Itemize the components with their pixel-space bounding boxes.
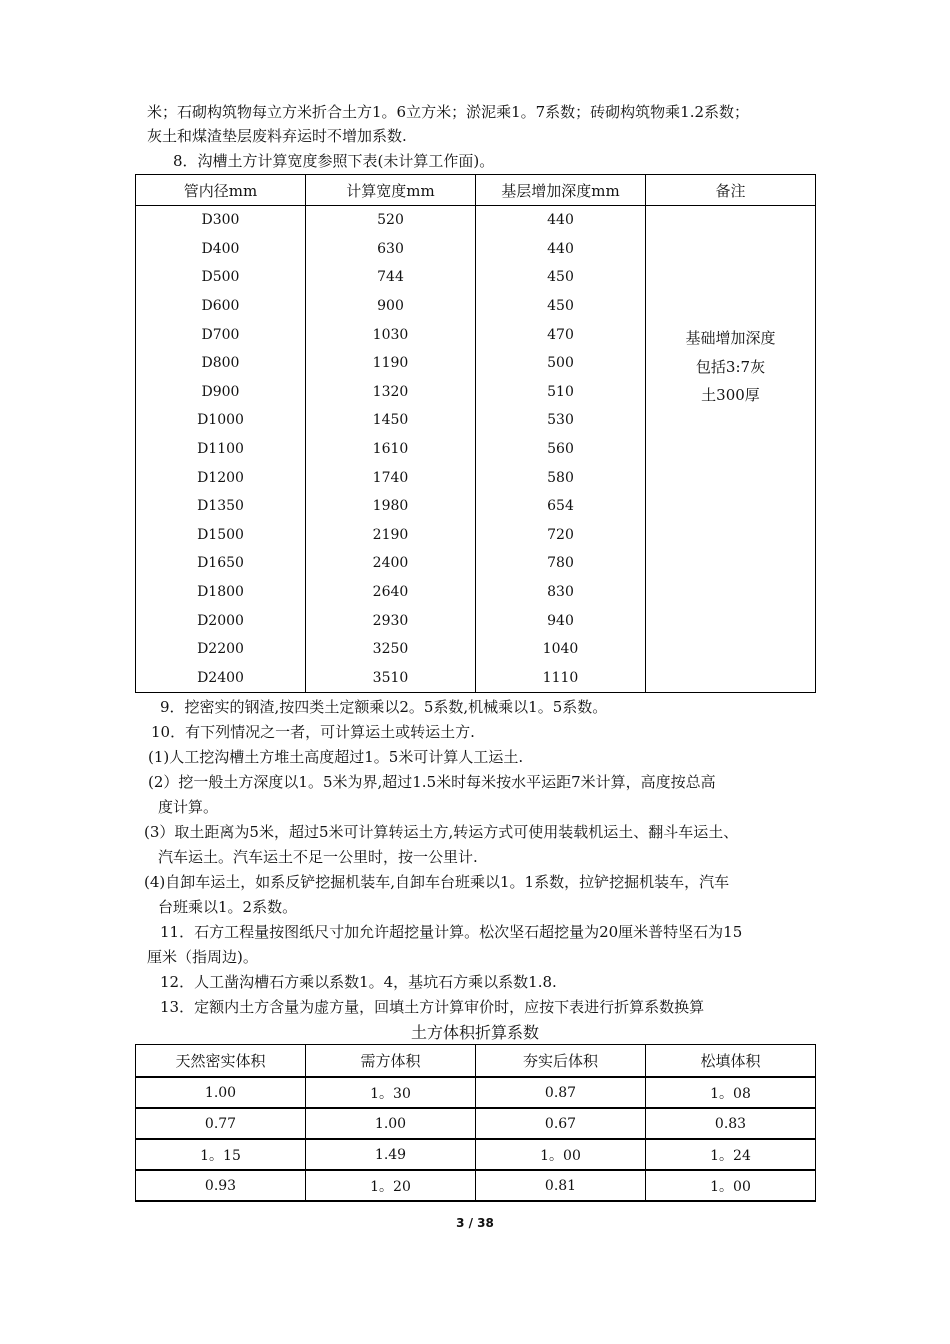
remark-line: 基础增加深度 bbox=[685, 329, 776, 347]
table-row bbox=[136, 1077, 816, 1108]
cell-calc-width: 1030 bbox=[306, 320, 476, 349]
cell-base-depth: 500 bbox=[476, 349, 646, 378]
cell-base-depth: 440 bbox=[476, 206, 646, 235]
table-row bbox=[136, 1139, 816, 1170]
cell-pipe-diameter: D800 bbox=[136, 349, 306, 378]
table-cell: 0.93 bbox=[136, 1170, 306, 1201]
header-calc-width: 计算宽度mm bbox=[306, 175, 476, 206]
cell-calc-width: 2640 bbox=[306, 578, 476, 607]
paragraph-line: 米；石砌构筑物每立方米折合土方1。6立方米；淤泥乘1。7系数；砖砌构筑物乘1.2系数； bbox=[147, 103, 750, 121]
cell-calc-width: 520 bbox=[306, 206, 476, 235]
cell-base-depth: 450 bbox=[476, 292, 646, 321]
cell-base-depth: 1110 bbox=[476, 664, 646, 693]
paragraph-line: 灰土和煤渣垫层废料弃运时不增加系数. bbox=[147, 127, 407, 145]
trench-width-table bbox=[135, 174, 816, 693]
cell-calc-width: 2190 bbox=[306, 521, 476, 550]
cell-base-depth: 450 bbox=[476, 263, 646, 292]
cell-pipe-diameter: D700 bbox=[136, 320, 306, 349]
table-row bbox=[136, 1108, 816, 1139]
table-row bbox=[136, 1170, 816, 1201]
table-header-row bbox=[136, 1045, 816, 1078]
table-cell: 1。15 bbox=[136, 1139, 306, 1170]
paragraph-line: (4)自卸车运土，如系反铲挖掘机装车,自卸车台班乘以1。1系数，拉铲挖掘机装车，汽车 bbox=[144, 873, 730, 891]
cell-pipe-diameter: D2200 bbox=[136, 635, 306, 664]
header-pipe-diameter: 管内径mm bbox=[136, 175, 306, 206]
cell-base-depth: 560 bbox=[476, 435, 646, 464]
cell-base-depth: 580 bbox=[476, 463, 646, 492]
cell-pipe-diameter: D600 bbox=[136, 292, 306, 321]
remark-line: 土300厚 bbox=[701, 386, 760, 405]
cell-base-depth: 780 bbox=[476, 549, 646, 578]
cell-base-depth: 530 bbox=[476, 406, 646, 435]
table-header-row bbox=[136, 175, 816, 206]
header-loose-fill-volume: 松填体积 bbox=[646, 1045, 816, 1078]
paragraph-line: 台班乘以1。2系数。 bbox=[158, 898, 298, 916]
cell-pipe-diameter: D1350 bbox=[136, 492, 306, 521]
cell-calc-width: 744 bbox=[306, 263, 476, 292]
cell-base-depth: 654 bbox=[476, 492, 646, 521]
cell-base-depth: 510 bbox=[476, 378, 646, 407]
paragraph-line: 13．定额内土方含量为虚方量，回填土方计算审价时，应按下表进行折算系数换算 bbox=[160, 998, 705, 1016]
table-body bbox=[136, 1077, 816, 1201]
cell-calc-width: 1190 bbox=[306, 349, 476, 378]
cell-calc-width: 3250 bbox=[306, 635, 476, 664]
cell-base-depth: 440 bbox=[476, 235, 646, 264]
cell-base-depth: 720 bbox=[476, 521, 646, 550]
paragraph-line: 汽车运土。汽车运土不足一公里时，按一公里计. bbox=[158, 848, 478, 866]
cell-base-depth: 470 bbox=[476, 320, 646, 349]
cell-calc-width: 2400 bbox=[306, 549, 476, 578]
cell-pipe-diameter: D1500 bbox=[136, 521, 306, 550]
header-base-depth: 基层增加深度mm bbox=[476, 175, 646, 206]
header-natural-volume: 天然密实体积 bbox=[136, 1045, 306, 1078]
header-compacted-volume: 夯实后体积 bbox=[476, 1045, 646, 1078]
table-cell: 1。20 bbox=[306, 1170, 476, 1201]
paragraph-line: (1)人工挖沟槽土方堆土高度超过1。5米可计算人工运土. bbox=[148, 748, 524, 766]
table-cell: 0.87 bbox=[476, 1077, 646, 1108]
table-cell: 1.00 bbox=[136, 1077, 306, 1108]
cell-base-depth: 1040 bbox=[476, 635, 646, 664]
cell-calc-width: 3510 bbox=[306, 664, 476, 693]
table-cell: 1。00 bbox=[476, 1139, 646, 1170]
table-cell: 0.77 bbox=[136, 1108, 306, 1139]
table-cell: 1。30 bbox=[306, 1077, 476, 1108]
table-cell: 1。08 bbox=[646, 1077, 816, 1108]
volume-conversion-table bbox=[135, 1044, 816, 1202]
cell-calc-width: 1610 bbox=[306, 435, 476, 464]
cell-calc-width: 1320 bbox=[306, 378, 476, 407]
table-cell: 0.83 bbox=[646, 1108, 816, 1139]
paragraph-line: 11．石方工程量按图纸尺寸加允许超挖量计算。松次坚石超挖量为20厘米普特坚石为15 bbox=[160, 923, 743, 941]
paragraph-line: 度计算。 bbox=[158, 798, 219, 816]
paragraph-line: 厘米（指周边)。 bbox=[147, 948, 258, 966]
paragraph-line: 8．沟槽土方计算宽度参照下表(未计算工作面)。 bbox=[173, 152, 495, 170]
cell-pipe-diameter: D500 bbox=[136, 263, 306, 292]
cell-calc-width: 2930 bbox=[306, 606, 476, 635]
table-caption: 土方体积折算系数 bbox=[410, 1023, 539, 1042]
cell-pipe-diameter: D1800 bbox=[136, 578, 306, 607]
cell-pipe-diameter: D1000 bbox=[136, 406, 306, 435]
cell-pipe-diameter: D400 bbox=[136, 235, 306, 264]
paragraph-line: (2）挖一般土方深度以1。5米为界,超过1.5米时每米按水平运距7米计算，高度按总高 bbox=[148, 773, 716, 791]
header-loose-volume: 需方体积 bbox=[306, 1045, 476, 1078]
cell-pipe-diameter: D2000 bbox=[136, 606, 306, 635]
paragraph-line: (3）取土距离为5米，超过5米可计算转运土方,转运方式可使用装载机运土、翻斗车运土、 bbox=[144, 823, 739, 841]
cell-remark bbox=[646, 206, 816, 693]
header-remark: 备注 bbox=[646, 175, 816, 206]
table-cell: 1.49 bbox=[306, 1139, 476, 1170]
cell-pipe-diameter: D2400 bbox=[136, 664, 306, 693]
cell-pipe-diameter: D300 bbox=[136, 206, 306, 235]
cell-calc-width: 630 bbox=[306, 235, 476, 264]
cell-pipe-diameter: D1100 bbox=[136, 435, 306, 464]
table-cell: 1。00 bbox=[646, 1170, 816, 1201]
cell-pipe-diameter: D1200 bbox=[136, 463, 306, 492]
cell-calc-width: 1450 bbox=[306, 406, 476, 435]
cell-base-depth: 940 bbox=[476, 606, 646, 635]
cell-pipe-diameter: D1650 bbox=[136, 549, 306, 578]
table-cell: 0.81 bbox=[476, 1170, 646, 1201]
table-cell: 1。24 bbox=[646, 1139, 816, 1170]
table-cell: 0.67 bbox=[476, 1108, 646, 1139]
cell-base-depth: 830 bbox=[476, 578, 646, 607]
page-number: 3 / 38 bbox=[456, 1216, 494, 1230]
paragraph-line: 9．挖密实的钢渣,按四类土定额乘以2。5系数,机械乘以1。5系数。 bbox=[160, 698, 608, 716]
table-body bbox=[136, 206, 816, 693]
cell-pipe-diameter: D900 bbox=[136, 378, 306, 407]
cell-calc-width: 900 bbox=[306, 292, 476, 321]
paragraph-line: 10．有下列情况之一者，可计算运土或转运土方. bbox=[151, 723, 475, 741]
cell-calc-width: 1980 bbox=[306, 492, 476, 521]
remark-line: 包括3:7灰 bbox=[695, 357, 766, 376]
table-row bbox=[136, 206, 816, 235]
table-cell: 1.00 bbox=[306, 1108, 476, 1139]
cell-calc-width: 1740 bbox=[306, 463, 476, 492]
paragraph-line: 12．人工凿沟槽石方乘以系数1。4，基坑石方乘以系数1.8. bbox=[160, 973, 557, 991]
